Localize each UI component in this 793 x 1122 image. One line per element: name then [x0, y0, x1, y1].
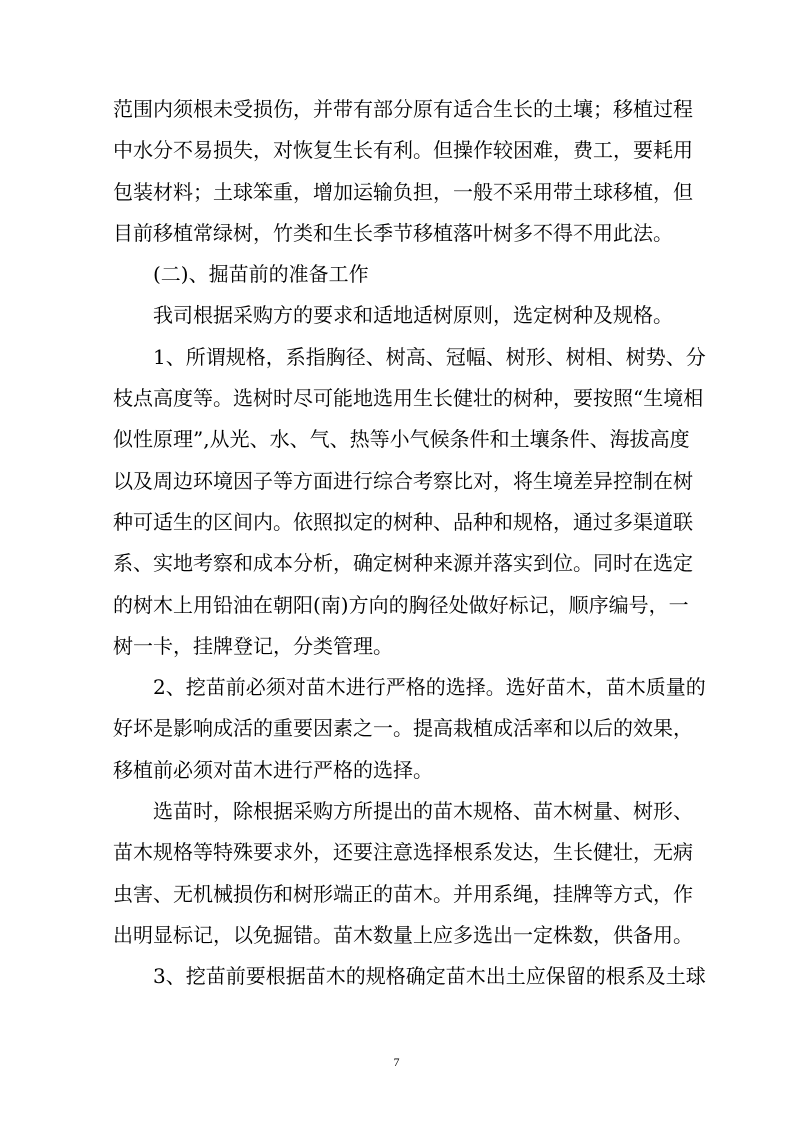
text-line: 虫害、无机械损伤和树形端正的苗木。并用系绳，挂牌等方式，作: [113, 881, 693, 906]
text-line: 以及周边环境因子等方面进行综合考察比对，将生境差异控制在树: [113, 468, 693, 493]
text-line: 中水分不易损失，对恢复生长有利。但操作较困难，费工，要耗用: [113, 138, 693, 163]
text-line: 好坏是影响成活的重要因素之一。提高栽植成活率和以后的效果，: [113, 716, 693, 741]
text-line: 苗木规格等特殊要求外，还要注意选择根系发达，生长健壮，无病: [113, 840, 693, 865]
text-line: 范围内须根未受损伤，并带有部分原有适合生长的土壤；移植过程: [113, 97, 693, 121]
text-line: 2、挖苗前必须对苗木进行严格的选择。选好苗木，苗木质量的: [153, 675, 706, 700]
text-line: 系、实地考察和成本分析，确定树种来源并落实到位。同时在选定: [113, 551, 693, 576]
text-line: 我司根据采购方的要求和适地适树原则，选定树种及规格。: [153, 303, 673, 328]
text-line: 种可适生的区间内。依照拟定的树种、品种和规格，通过多渠道联: [113, 509, 693, 534]
text-line: 移植前必须对苗木进行严格的选择。: [113, 757, 433, 782]
text-line: 目前移植常绿树，竹类和生长季节移植落叶树多不得不用此法。: [113, 220, 673, 245]
text-line: 枝点高度等。选树时尽可能地选用生长健壮的树种，要按照“生境相: [113, 386, 704, 411]
text-line: 出明显标记，以免掘错。苗木数量上应多选出一定株数，供备用。: [113, 922, 693, 947]
page-number: 7: [393, 1055, 400, 1069]
text-line: 的树木上用铅油在朝阳(南)方向的胸径处做好标记，顺序编号，一: [113, 592, 689, 617]
text-line: 树一卡，挂牌登记，分类管理。: [113, 633, 393, 658]
text-line: 包装材料；土球笨重，增加运输负担，一般不采用带土球移植，但: [113, 179, 693, 204]
text-line: 选苗时，除根据采购方所提出的苗木规格、苗木树量、树形、: [153, 799, 693, 824]
text-line: 3、挖苗前要根据苗木的规格确定苗木出土应保留的根系及土球: [153, 964, 706, 989]
text-line: 似性原理”,从光、水、气、热等小气候条件和土壤条件、海拔高度: [113, 427, 690, 452]
document-body: [113, 89, 706, 998]
section-heading: (二)、掘苗前的准备工作: [153, 262, 369, 287]
text-line: 1、所谓规格，系指胸径、树高、冠幅、树形、树相、树势、分: [153, 344, 706, 369]
